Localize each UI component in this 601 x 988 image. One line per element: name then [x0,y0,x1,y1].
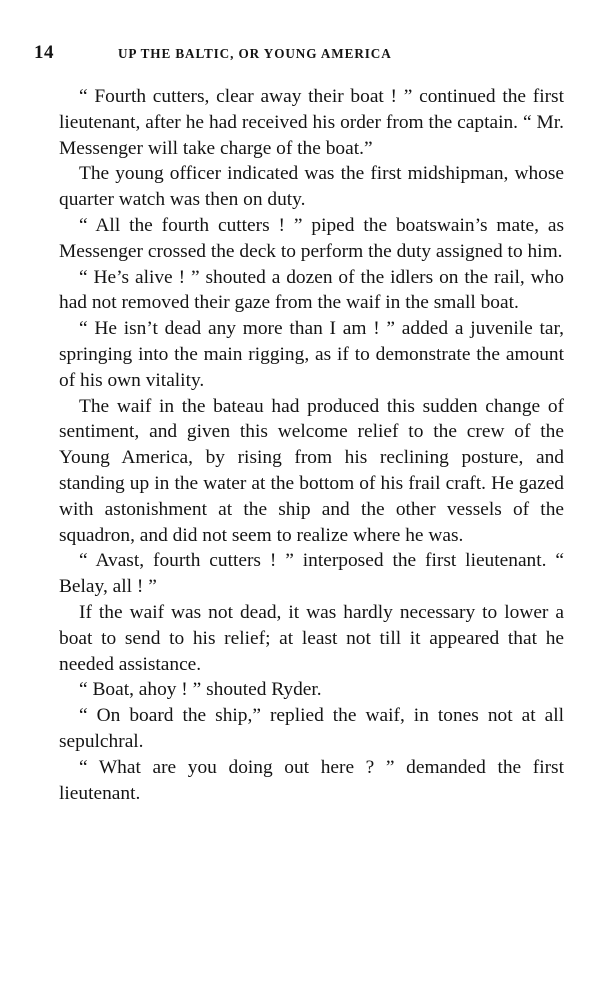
paragraph-what-doing: “ What are you doing out here ? ” demanded the first lieutenant. [59,756,564,804]
paragraph-fourth-cutters-order: “ Fourth cutters, clear away their boat ! ” continued the first lieutenant, after he had received his order from the captain. “ Mr. Messenger will take charge of the boat.” [59,86,564,159]
paragraph-boat-ahoy: “ Boat, ahoy ! ” shouted Ryder. [79,679,322,701]
running-title: UP THE BALTIC, OR YOUNG AMERICA [118,46,392,61]
paragraph-avast: “ Avast, fourth cutters ! ” interposed the first lieutenant. “ Belay, all ! ” [59,550,564,598]
page-number: 14 [34,42,54,63]
paragraph-hes-alive: “ He’s alive ! ” shouted a dozen of the idlers on the rail, who had not removed their gaze from the waif in the small boat. [59,266,564,314]
paragraph-young-officer: The young officer indicated was the first midshipman, whose quarter watch was then on duty. [59,163,564,211]
paragraph-juvenile-tar: “ He isn’t dead any more than I am ! ” added a juvenile tar, springing into the main rigging, as if to demonstrate the amount of his own vitality. [59,318,564,391]
paragraph-on-board: “ On board the ship,” replied the waif, in tones not at all sepulchral. [59,705,564,752]
paragraph-boatswain-pipe: “ All the fourth cutters ! ” piped the boatswain’s mate, as Messenger crossed the deck to perform the duty assigned to him. [59,214,564,262]
paragraph-not-dead: If the waif was not dead, it was hardly necessary to lower a boat to send to his relief; at least not till it appeared that he needed assistance. [59,601,564,675]
running-head [34,42,572,66]
body-text [59,84,564,806]
paragraph-waif-rises: The waif in the bateau had produced this sudden change of sentiment, and given this welcome relief to the crew of the Young America, by rising from his reclining posture, and standing up in the water at the bottom of his frail craft. He gazed with astonishment at the ship and the other vessels of the squadron, and did not seem to realize where he was. [59,395,564,546]
